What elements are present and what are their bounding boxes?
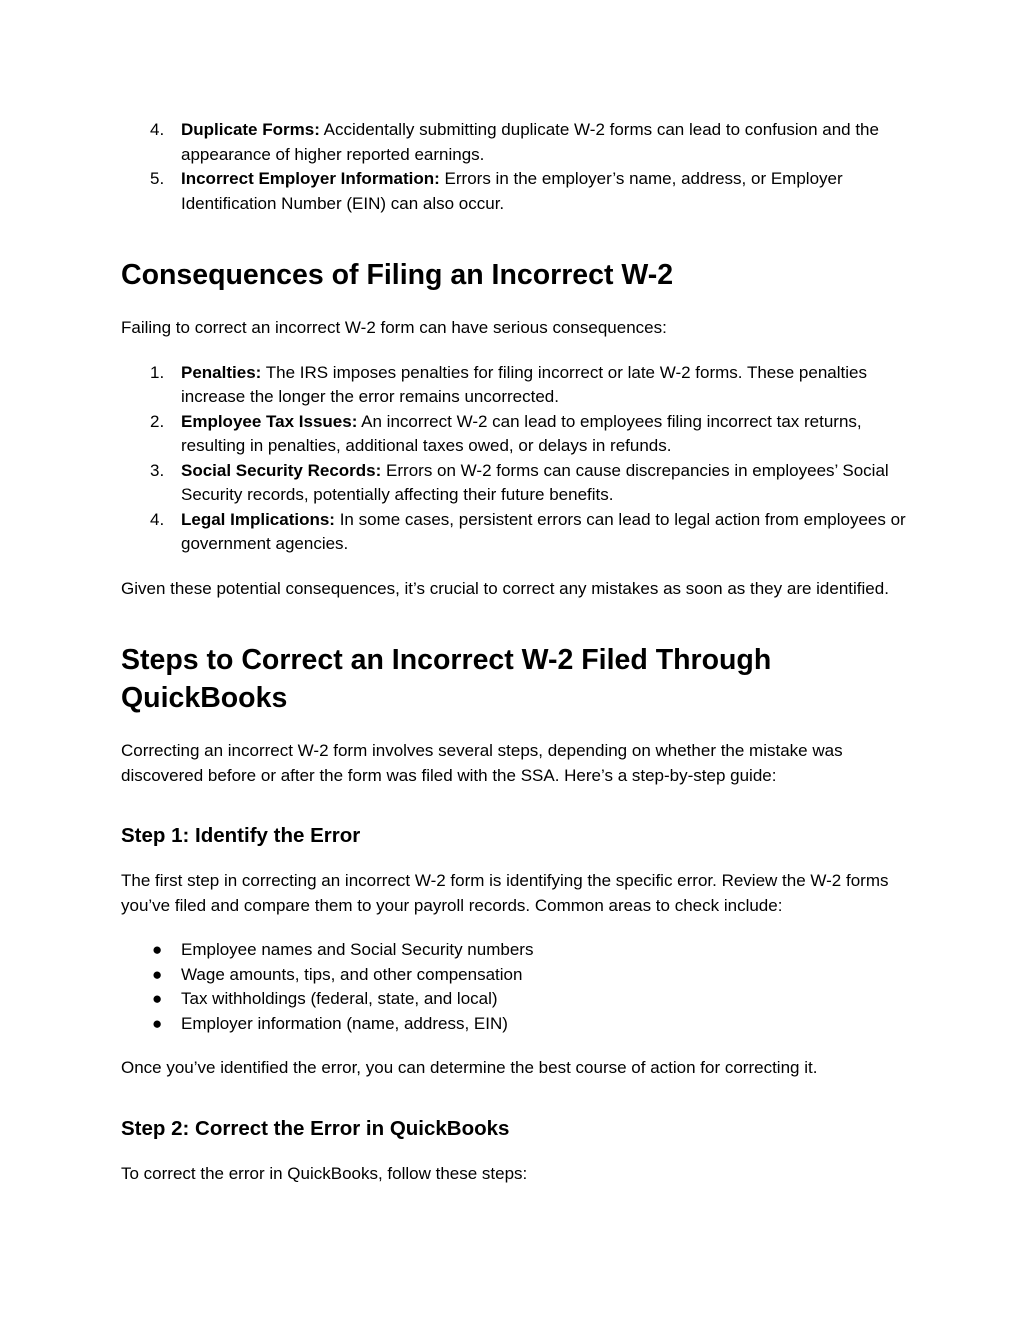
- list-item: [121, 459, 911, 508]
- list-number: 1.: [150, 362, 165, 382]
- list-number: 3.: [150, 460, 165, 480]
- list-number: 4.: [150, 509, 165, 529]
- bullet-icon: ●: [152, 989, 163, 1008]
- consequences-closing: Given these potential consequences, it’s crucial to correct any mistakes as soon as they are identified.: [121, 578, 889, 598]
- list-item-text: Accidentally submitting duplicate W-2 forms can lead to confusion and the appearance of higher reported earnings.: [181, 120, 879, 164]
- list-item: [121, 508, 911, 557]
- list-item-label: Penalties:: [181, 362, 262, 382]
- list-number: 2.: [150, 411, 165, 431]
- list-number: 4.: [150, 120, 165, 139]
- list-item-text: Tax withholdings (federal, state, and local): [181, 989, 498, 1008]
- list-number: 5.: [150, 169, 165, 188]
- steps-heading: Steps to Correct an Incorrect W-2 Filed Through QuickBooks: [121, 644, 772, 714]
- consequences-heading: Consequences of Filing an Incorrect W-2: [121, 259, 674, 291]
- list-item-text: In some cases, persistent errors can lead to legal action from employees or government agencies.: [181, 509, 906, 553]
- bullet-icon: ●: [152, 964, 163, 984]
- step2-heading: Step 2: Correct the Error in QuickBooks: [121, 1116, 510, 1140]
- list-item-label: Incorrect Employer Information:: [181, 169, 440, 188]
- list-item-label: Legal Implications:: [181, 509, 335, 529]
- list-item-text: Employer information (name, address, EIN): [181, 1013, 508, 1033]
- list-item-label: Social Security Records:: [181, 460, 382, 480]
- list-item-text: Errors in the employer’s name, address, or Employer Identification Number (EIN) can also occur.: [181, 169, 843, 213]
- consequences-list: [121, 361, 911, 557]
- list-item: [121, 1012, 911, 1037]
- list-item: [121, 118, 911, 167]
- document-page: [121, 118, 911, 1186]
- steps-intro: Correcting an incorrect W-2 form involves several steps, depending on whether the mistake was discovered before or after the form was filed with the SSA. Here’s a step-by-step guide:: [121, 741, 843, 785]
- list-item: [121, 987, 911, 1012]
- bullet-icon: ●: [152, 1013, 163, 1033]
- step2-intro: To correct the error in QuickBooks, follow these steps:: [121, 1163, 528, 1183]
- step1-heading: Step 1: Identify the Error: [121, 824, 361, 847]
- step1-checklist: [121, 938, 911, 1036]
- step1-intro: The first step in correcting an incorrect W-2 form is identifying the specific error. Review the W-2 forms you’ve filed and compare them to your payroll records. Common areas to check include:: [121, 871, 889, 915]
- list-item: [121, 167, 911, 216]
- list-item: [121, 963, 911, 988]
- list-item-text: Errors on W-2 forms can cause discrepancies in employees’ Social Security records, potentially affecting their future benefits.: [181, 460, 889, 504]
- list-item: [121, 410, 911, 459]
- error-types-list-continued: [121, 118, 911, 216]
- list-item-label: Employee Tax Issues:: [181, 411, 358, 431]
- list-item-text: The IRS imposes penalties for filing incorrect or late W-2 forms. These penalties increase the longer the error remains uncorrected.: [181, 362, 867, 406]
- consequences-intro: Failing to correct an incorrect W-2 form can have serious consequences:: [121, 318, 667, 337]
- list-item-text: An incorrect W-2 can lead to employees filing incorrect tax returns, resulting in penalties, additional taxes owed, or delays in refunds.: [181, 411, 862, 455]
- list-item-text: Employee names and Social Security numbers: [181, 940, 534, 959]
- bullet-icon: ●: [152, 940, 163, 959]
- step1-closing: Once you’ve identified the error, you can determine the best course of action for correcting it.: [121, 1058, 818, 1077]
- list-item: [121, 938, 911, 963]
- list-item-label: Duplicate Forms:: [181, 120, 320, 139]
- list-item: [121, 361, 911, 410]
- list-item-text: Wage amounts, tips, and other compensation: [181, 964, 523, 984]
